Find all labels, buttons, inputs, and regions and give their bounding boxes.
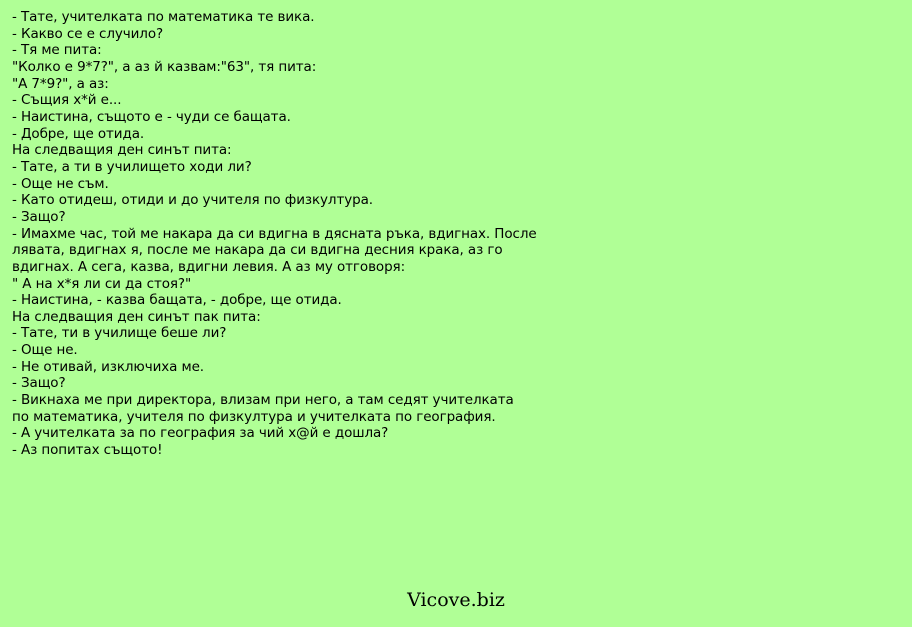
- joke-line: - Викнаха ме при директора, влизам при него, а там седят учителката: [12, 392, 514, 409]
- joke-line: - Като отидеш, отиди и до учителя по физкултура.: [12, 192, 373, 209]
- joke-line: - Тя ме пита:: [12, 42, 102, 59]
- joke-line: - Тате, а ти в училището ходи ли?: [12, 158, 252, 175]
- joke-line: - Наистина, - казва бащата, - добре, ще отида.: [12, 292, 342, 309]
- joke-line: - Още не.: [12, 342, 78, 359]
- joke-line: - Тате, учителката по математика те вика.: [12, 9, 315, 25]
- joke-line: - Същия х*й е...: [12, 92, 122, 109]
- joke-line: - Не отивай, изключиха ме.: [12, 358, 204, 375]
- joke-line: - Имахме час, той ме накара да си вдигна в дясната ръка, вдигнах. После: [12, 225, 537, 242]
- joke-line: - Защо?: [12, 375, 66, 392]
- joke-line: по математика, учителя по физкултура и учителката по география.: [12, 408, 496, 425]
- joke-line: - Още не съм.: [12, 175, 109, 192]
- joke-line: лявата, вдигнах я, после ме накара да си вдигна десния крака, аз го: [12, 242, 503, 259]
- joke-line: - Какво се е случило?: [12, 25, 164, 42]
- joke-line: вдигнах. А сега, казва, вдигни левия. А аз му отговоря:: [12, 258, 406, 275]
- joke-line: " А на х*я ли си да стоя?": [12, 275, 192, 292]
- joke-line: "А 7*9?", а аз:: [12, 75, 109, 92]
- joke-line: - Защо?: [12, 208, 66, 225]
- joke-line: - Наистина, същото е - чуди се бащата.: [12, 108, 291, 125]
- joke-text: [12, 9, 612, 459]
- joke-line: - Аз попитах същото!: [12, 442, 163, 459]
- site-watermark: Vicove.biz: [407, 589, 505, 611]
- joke-line: "Колко е 9*7?", а аз й казвам:"63", тя пита:: [12, 58, 317, 75]
- joke-line: - А учителката за по география за чий х@й е дошла?: [12, 425, 389, 442]
- joke-line: - Тате, ти в училище беше ли?: [12, 325, 227, 342]
- joke-line: На следващия ден синът пак пита:: [12, 308, 261, 325]
- joke-line: - Добре, ще отида.: [12, 125, 145, 142]
- joke-line: На следващия ден синът пита:: [12, 142, 232, 159]
